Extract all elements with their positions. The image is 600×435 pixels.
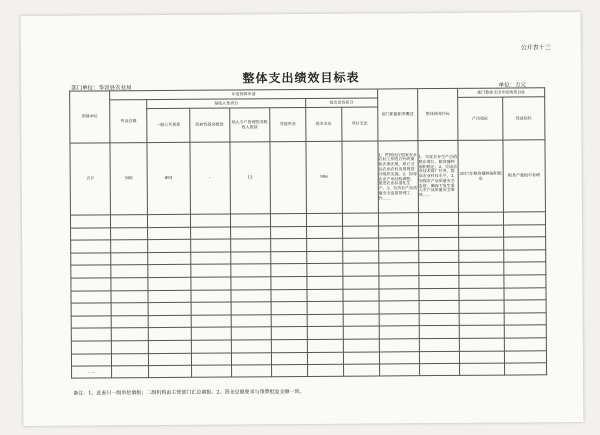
- cell-duty-desc: 1、贯彻执行国家农业农村工作的方针政策和法律法规，拟订全县农业农村发展规划并组织实施。2、指导农业产业结构调整，推进农业标准化生产。3、负责农产品质量安全监督管理工作……: [378, 141, 419, 213]
- header-annual-budget: 年度预算申请: [110, 89, 378, 100]
- header-output: 产出指标: [458, 97, 503, 140]
- footnote: 备注：1、此表只一级单位填报；二级机构由主管部门汇总填报。2、资金总额要求与预算批复金额一致。: [73, 388, 305, 397]
- header-unit: 预算单位: [70, 91, 111, 143]
- header-general: 一般公共预算: [147, 108, 190, 142]
- unit-label: 单位：万元: [498, 82, 527, 89]
- header-basic: 基本支出: [306, 107, 342, 141]
- ellipsis-cell: ……: [72, 366, 112, 378]
- cell-gov-fund: -: [189, 142, 230, 214]
- header-duty-desc: 部门职能职责概述: [377, 89, 418, 141]
- cell-basic: 906: [306, 141, 342, 213]
- header-by-source: 按收入性质分: [147, 98, 306, 108]
- cell-general: 893: [147, 142, 190, 214]
- header-by-expense: 按支出性质分: [305, 98, 377, 108]
- performance-table: [69, 87, 547, 378]
- header-other: 其他资金: [270, 107, 306, 141]
- header-fiscal-special: 纳入专户管理的非税收入拨款: [229, 108, 269, 142]
- header-project: 项目支出: [342, 107, 378, 141]
- header-gov-fund: 政府性基金拨款: [189, 108, 229, 142]
- cell-output: 2017年粮食播种面积稳定: [458, 140, 503, 212]
- form-number: 公开表十三: [520, 44, 551, 52]
- header-total: 资金总额: [110, 100, 147, 143]
- cell-other: [270, 141, 306, 213]
- header-effect: 效益指标: [502, 97, 545, 140]
- cell-project: [342, 141, 379, 213]
- header-perf-indicators: 部门整体支出年度绩效目标: [458, 88, 545, 98]
- department-label: 部门单位：华容县农业局: [71, 85, 132, 92]
- cell-total: 906: [110, 143, 148, 215]
- cell-work-plan: 1、年度农业生产总值稳步增长，粮食播种面积稳定。2、完成农业技术推广任务，提高农业科技水平。3、加强农产品质量安全监管，确保不发生重大农产品质量安全事故……: [418, 140, 459, 212]
- paper-sheet: [21, 12, 584, 426]
- cell-unit: 合计: [70, 143, 111, 215]
- cell-effect: 粮食产量稳中有增: [503, 140, 546, 212]
- cell-fiscal-special: 13: [230, 142, 271, 214]
- header-work-plan: 整体绩效目标: [418, 88, 459, 140]
- page-title: 整体支出绩效目标表: [242, 70, 360, 86]
